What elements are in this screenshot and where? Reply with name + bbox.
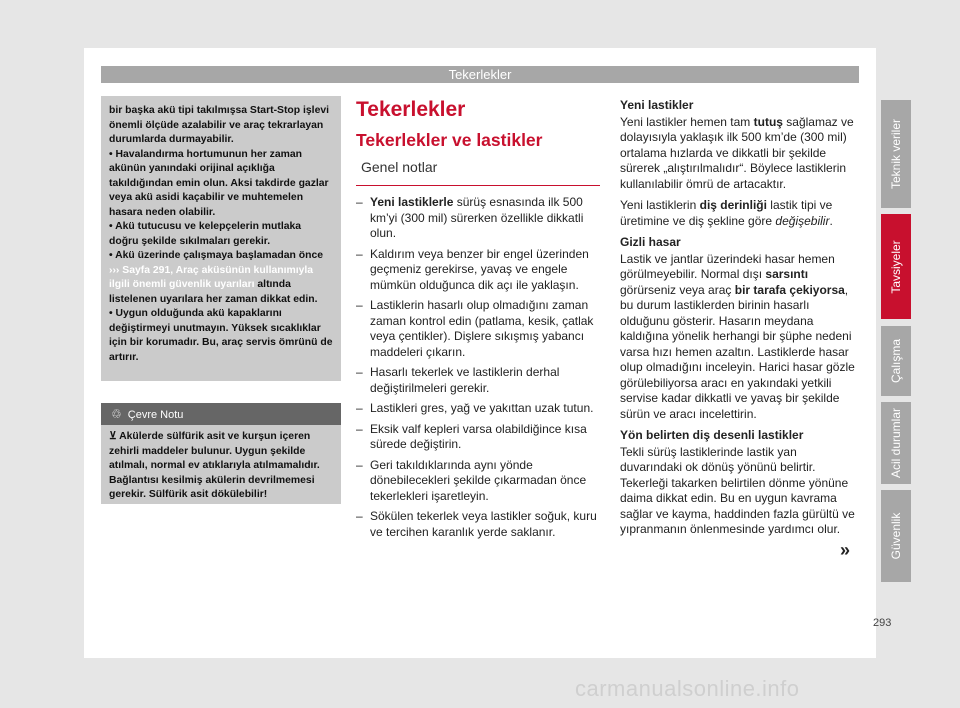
paragraph: Yeni lastiklerin diş derinliği lastik tipi ve üretimine ve diş şekline göre değişebilir. xyxy=(620,198,833,228)
list-item: – Geri takıldıklarında aynı yönde dönebilecekleri şekilde çıkarmadan önce tekerlekleri işaretleyin. xyxy=(356,457,587,503)
list-item: – Hasarlı tekerlek ve lastiklerin derhal değiştirilmeleri gerekir. xyxy=(356,365,560,395)
list-item-text: Geri takıldıklarında aynı yönde dönebilecekleri şekilde çıkarmadan önce tekerlekleri işaretleyin. xyxy=(370,457,587,503)
section-title: Tekerlekler ve lastikler xyxy=(356,130,543,150)
right-column xyxy=(620,98,860,544)
environment-note-header xyxy=(101,403,341,425)
subheading: Gizli hasar xyxy=(620,235,681,249)
notes-list xyxy=(356,195,600,540)
list-item-text: Kaldırım veya benzer bir engel üzerinden geçmeniz gerekirse, yavaş ve engele mümkün olduğunca dik açı ile yaklaşın. xyxy=(370,246,589,292)
list-item: – Lastiklerin hasarlı olup olmadığını zaman zaman kontrol edin (patlama, kesik, çatlak veya çentikler). Dişlere sıkışmış yabancı maddeleri çıkarın. xyxy=(356,298,594,359)
environment-note-text: Akülerde sülfürik asit ve kurşun içeren zehirli maddeler bulunur. Uygun şekilde atılmalı, normal ev atıklarıyla atılmamalıdır. Bağlantısı kesilmiş akülerin devrilmemesi gerekir. Sülfürik asit dökülebilir! xyxy=(109,431,320,500)
subheading: Yön belirten diş desenli lastikler xyxy=(620,428,804,442)
warning-text: • Havalandırma hortumunun her zaman akünün yanındaki orijinal açıklığa takıldığından emin olun. Aksi takdirde gazlar veya akü asidi kaçabilir ve muhtemelen hasara neden olabilir. xyxy=(109,148,329,218)
list-item: – Kaldırım veya benzer bir engel üzerinden geçmeniz gerekirse, yavaş ve engele mümkün olduğunca dik açı ile yaklaşın. xyxy=(356,246,589,292)
warning-text-part: altında listelenen uyarılara her zaman dikkat edin. xyxy=(109,279,318,305)
subsection-title: Genel notlar xyxy=(361,159,438,175)
list-item-text: Lastikleri gres, yağ ve yakıttan uzak tutun. xyxy=(370,401,594,415)
warning-box xyxy=(101,96,341,381)
list-item-bold: Yeni lastiklerle xyxy=(370,195,454,209)
tab-calisma[interactable]: Çalışma xyxy=(881,326,911,396)
divider xyxy=(356,185,600,186)
list-item-text: Hasarlı tekerlek ve lastiklerin derhal değiştirilmeleri gerekir. xyxy=(370,365,560,395)
main-column xyxy=(356,96,600,545)
list-item-text: Sökülen tekerlek veya lastikler soğuk, kuru ve tercihen karanlık yerde saklanır. xyxy=(370,509,597,539)
list-item: – Lastikleri gres, yağ ve yakıttan uzak tutun. xyxy=(356,401,594,415)
environment-note-title: Çevre Notu xyxy=(127,409,184,421)
continue-arrow: » xyxy=(840,540,851,560)
warning-text: • Uygun olduğunda akü kapaklarını değiştirmeyi unutmayın. Yüksek sıcaklıklar için bir korumadır. Bu, araç servis ömrünü de artırır. xyxy=(109,308,333,363)
list-item: – Sökülen tekerlek veya lastikler soğuk, kuru ve tercihen karanlık yerde saklanır. xyxy=(356,509,597,539)
warning-text-part: • Akü üzerinde çalışmaya başlamadan önce xyxy=(109,250,324,261)
cross-reference-link[interactable]: ››› Sayfa 291, Araç aküsünün kullanımıyla ilgili önemli güvenlik uyarıları xyxy=(109,264,314,290)
page-header: Tekerlekler xyxy=(101,66,859,83)
tab-tavsiyeler[interactable]: Tavsiyeler xyxy=(881,214,911,319)
warning-text xyxy=(109,249,333,307)
tab-teknik-veriler[interactable]: Teknik veriler xyxy=(881,100,911,208)
recycle-icon: ♲ xyxy=(111,407,122,421)
list-item-text: Eksik valf kepleri varsa olabildiğince kısa sürede değiştirin. xyxy=(370,421,587,451)
watermark: carmanualsonline.info xyxy=(575,676,800,701)
warning-text: • Akü tutucusu ve kelepçelerin mutlaka doğru şekilde sıkılmaları gerekir. xyxy=(109,221,302,247)
tab-guvenlik[interactable]: Güvenlik xyxy=(881,490,911,582)
paragraph: Yeni lastikler hemen tam tutuş sağlamaz ve dolayısıyla yaklaşık ilk 500 km’de (300 mil) ortalama hızlarda ve dikkatli bir şekilde sürerek „alıştırılmalıdır“. Böylece lastiklerin kullanılabilir ömrü de artacaktır. xyxy=(620,114,854,191)
paragraph: Tekli sürüş lastiklerinde lastik yan duvarındaki ok dönüş yönünü belirtir. Tekerleği takarken belirtilen dönme yönüne daima dikkat edin. Bu en uygun kavrama sağlar ve kayma, haddinden fazla gürültü ve yıpranmanın önlenmesinde yardımcı olur. xyxy=(620,444,855,536)
warning-text: bir başka akü tipi takılmışsa Start-Stop işlevi önemli ölçüde azalabilir ve araç tekrarlayan durumlarda durmayabilir. xyxy=(109,105,330,145)
list-item: – Eksik valf kepleri varsa olabildiğince kısa sürede değiştirin. xyxy=(356,421,587,451)
subheading: Yeni lastikler xyxy=(620,98,694,112)
page-number: 293 xyxy=(873,617,892,629)
list-item-text: Lastiklerin hasarlı olup olmadığını zaman zaman kontrol edin (patlama, kesik, çatlak veya çentikler). Dişlere sıkışmış yabancı maddeleri çıkarın. xyxy=(370,298,594,359)
tab-acil-durumlar[interactable]: Acil durumlar xyxy=(881,402,911,484)
list-item: – Yeni lastiklerle sürüş esnasında ilk 500 km’yi (300 mil) sürerken özellikle dikkatli olun. xyxy=(356,195,584,240)
environment-note-body xyxy=(101,425,341,504)
leaf-icon: ⊻ xyxy=(109,431,120,442)
paragraph: Lastik ve jantlar üzerindeki hasar hemen görülmeyebilir. Normal dışı sarsıntı görürseniz veya araç bir tarafa çekiyorsa, bu durum lastiklerden birinin hasarlı olduğunu gösterir. Hasarın meydana kaldığına yönelik herhangi bir şüphe nedeni varsa hızı hemen azaltın. Lastiklerde hasar olup olmadığını inceleyin. Harici hasar gözle görülebiliyorsa aracı en yakındaki yetkili servise kadar dikkatli ve yavaş bir şekilde sürün ve aracı incelettirin. xyxy=(620,251,855,421)
list-item-text: sürüş esnasında ilk 500 km’yi (300 mil) sürerken özellikle dikkatli olun. xyxy=(370,195,584,240)
chapter-title: Tekerlekler xyxy=(356,98,466,121)
